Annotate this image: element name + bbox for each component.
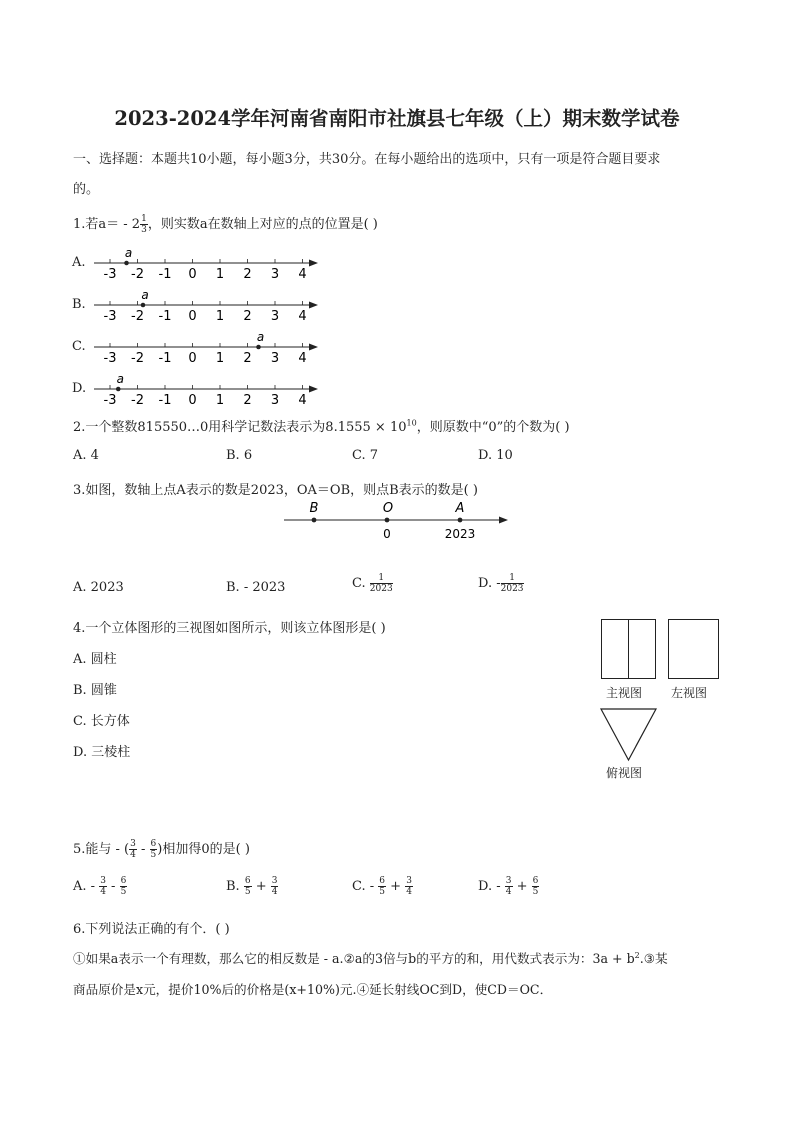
q5-fraction: $\frac{3}{4}$ <box>406 876 412 897</box>
q2-option-b[interactable]: B. 6 <box>226 448 253 463</box>
front-view-divider <box>628 620 629 678</box>
q1-number-line-1 <box>92 283 324 323</box>
q3-option-d-fraction: $\frac{1}{2023}$ <box>500 573 524 594</box>
q1-point-label: a <box>116 372 124 386</box>
q1-point-label: a <box>141 288 149 302</box>
q1-option-label-1[interactable]: B. <box>72 297 86 312</box>
q2-option-d[interactable]: D. 10 <box>478 448 513 463</box>
top-view-caption: 俯视图 <box>606 766 643 780</box>
q5-option-d[interactable]: D. - $\frac{3}{4}$ + $\frac{6}{5}$ <box>478 876 539 897</box>
q4-option-c[interactable]: C. 长方体 <box>73 714 130 729</box>
top-view-figure <box>600 708 658 762</box>
q1-tick-label: 3 <box>270 309 280 323</box>
q1-tick-label: 3 <box>270 351 280 365</box>
q1-arrow <box>309 302 318 309</box>
q5-fraction: $\frac{6}{5}$ <box>120 876 127 897</box>
q5-fraction: $\frac{6}{5}$ <box>379 876 386 897</box>
q3-label-b: B <box>309 501 319 516</box>
q3-point-b <box>312 518 317 523</box>
q4-option-a[interactable]: A. 圆柱 <box>73 652 117 667</box>
question-6-line-1: ①如果a表示一个有理数，那么它的相反数是 - a.②a的3倍与b的平方的和，用代数式表示为：$3a + b^2.③$某 <box>73 950 668 966</box>
question-2-stem <box>73 416 570 435</box>
left-view-figure <box>668 619 719 679</box>
q1-tick-label: 4 <box>298 393 307 407</box>
q4-option-d[interactable]: D. 三棱柱 <box>73 745 131 760</box>
q1-tick-label: 2 <box>243 393 252 407</box>
q1-arrow <box>309 344 318 351</box>
q3-label-zero: 0 <box>383 527 391 541</box>
top-view-triangle <box>601 709 656 760</box>
q3-option-d[interactable]: D. - $\frac{1}{2023}$ <box>478 573 524 594</box>
q5-fraction: $\frac{3}{4}$ <box>505 876 512 897</box>
question-6-stem: 6.下列说法正确的有个．( ) <box>73 922 230 937</box>
q5-option-a[interactable]: A. - $\frac{3}{4}$ - $\frac{6}{5}$ <box>73 876 127 897</box>
q1-tick-label: 1 <box>215 309 225 323</box>
q2-option-c[interactable]: C. 7 <box>352 448 379 463</box>
q1-tick-label: 3 <box>270 393 280 407</box>
question-6-line-2: 商品原价是x元，提价10%后的价格是(x+10%)元.④延长射线OC到D，使CD＝OC． <box>73 982 553 997</box>
q2-exponent: 10 <box>406 418 417 428</box>
q1-tick-label: 0 <box>188 351 197 365</box>
section-line-2: 的。 <box>73 182 100 197</box>
q3-option-c-fraction: $\frac{1}{2023}$ <box>369 573 393 594</box>
q1-fraction: $\frac{1}{3}$ <box>141 214 147 235</box>
q1-tick-label: -3 <box>103 309 117 323</box>
q1-number-line-3 <box>92 367 324 407</box>
q3-number-line <box>280 496 520 548</box>
q1-tick-label: 1 <box>215 393 225 407</box>
q1-point-label: a <box>256 330 265 344</box>
q1-tick-label: -2 <box>131 351 144 365</box>
q1-tick-label: 4 <box>298 351 307 365</box>
q1-tick-label: -3 <box>103 351 117 365</box>
q1-point <box>141 303 146 308</box>
q1-tick-label: 2 <box>243 351 252 365</box>
q1-tick-label: 1 <box>215 267 225 281</box>
q1-number-line-0 <box>92 241 324 281</box>
q1-tick-label: -2 <box>131 309 144 323</box>
q1-tick-label: 0 <box>188 393 197 407</box>
q1-option-label-0[interactable]: A. <box>72 255 86 270</box>
q1-arrow <box>309 386 318 393</box>
q1-tick-label: 0 <box>188 309 197 323</box>
q3-point-o <box>385 518 390 523</box>
q3-point-a <box>458 518 463 523</box>
q1-tick-label: -1 <box>158 309 172 323</box>
q1-tick-label: 4 <box>298 267 307 281</box>
q1-tick-label: -2 <box>131 393 144 407</box>
q3-label-o: O <box>382 501 394 516</box>
q5-option-c[interactable]: C. - $\frac{6}{5}$ + $\frac{3}{4}$ <box>352 876 412 897</box>
q1-point <box>256 345 261 350</box>
q1-tick-label: -3 <box>103 267 117 281</box>
q5-fraction: $\frac{3}{4}$ <box>100 876 106 897</box>
q3-option-a[interactable]: A. 2023 <box>73 580 124 595</box>
front-view-figure <box>601 619 656 679</box>
q1-tick-label: 2 <box>243 267 252 281</box>
section-line-1: 一、选择题：本题共10小题，每小题3分，共30分。在每小题给出的选项中，只有一项是符合题目要求 <box>73 152 661 167</box>
q1-number-line-2 <box>92 325 324 365</box>
q1-option-label-3[interactable]: D. <box>72 381 87 396</box>
q1-point <box>116 387 121 392</box>
q1-option-label-2[interactable]: C. <box>72 339 86 354</box>
q5-fraction: $\frac{3}{4}$ <box>271 876 278 897</box>
q1-tick-label: -1 <box>158 267 172 281</box>
q1-tick-label: 4 <box>298 309 307 323</box>
q1-tick-label: 3 <box>270 267 280 281</box>
q1-stem-a: 1.若a＝ - 2 <box>73 217 141 232</box>
question-4-stem: 4.一个立体图形的三视图如图所示，则该立体图形是( ) <box>73 621 386 636</box>
q1-tick-label: -1 <box>158 351 172 365</box>
section-heading <box>73 145 660 205</box>
q1-tick-label: -2 <box>131 267 144 281</box>
q1-arrow <box>309 260 318 267</box>
q3-option-c[interactable]: C. $\frac{1}{2023}$ <box>352 573 393 594</box>
q1-point-label: a <box>124 246 133 260</box>
q1-stem-b: ，则实数a在数轴上对应的点的位置是( ) <box>147 217 378 232</box>
question-5-stem: 5.能与 - ( $\frac{3}{4}$ - $\frac{6}{5}$ )相加得0的是( ) <box>73 839 250 860</box>
q1-tick-label: -1 <box>158 393 172 407</box>
q1-tick-label: -3 <box>103 393 117 407</box>
q5-fraction: $\frac{6}{5}$ <box>532 876 539 897</box>
q2-option-a[interactable]: A. 4 <box>73 448 99 463</box>
page-title: 2023-2024学年河南省南阳市社旗县七年级（上）期末数学试卷 <box>114 107 680 130</box>
q1-tick-label: 2 <box>243 309 252 323</box>
q3-label-2023: 2023 <box>444 527 476 541</box>
q5-option-b[interactable]: B. $\frac{6}{5}$ + $\frac{3}{4}$ <box>226 876 278 897</box>
q2-stem-a: 2.一个整数815550…0用科学记数法表示为8.1555 × 10 <box>73 420 407 435</box>
q3-option-b[interactable]: B. - 2023 <box>226 580 286 595</box>
q3-label-a: A <box>455 501 465 516</box>
q4-option-b[interactable]: B. 圆锥 <box>73 683 117 698</box>
q1-tick-label: 1 <box>215 351 225 365</box>
q5-fraction: $\frac{6}{5}$ <box>244 876 251 897</box>
left-view-caption: 左视图 <box>671 686 708 700</box>
question-3-stem: 3.如图，数轴上点A表示的数是2023，OA＝OB，则点B表示的数是( ) <box>73 483 478 498</box>
q1-tick-label: 0 <box>188 267 197 281</box>
question-1-stem <box>73 213 378 235</box>
front-view-caption: 主视图 <box>606 686 643 700</box>
q3-arrow <box>499 517 508 524</box>
q2-stem-b: ，则原数中“0”的个数为( ) <box>416 420 570 435</box>
q1-point <box>124 261 129 266</box>
